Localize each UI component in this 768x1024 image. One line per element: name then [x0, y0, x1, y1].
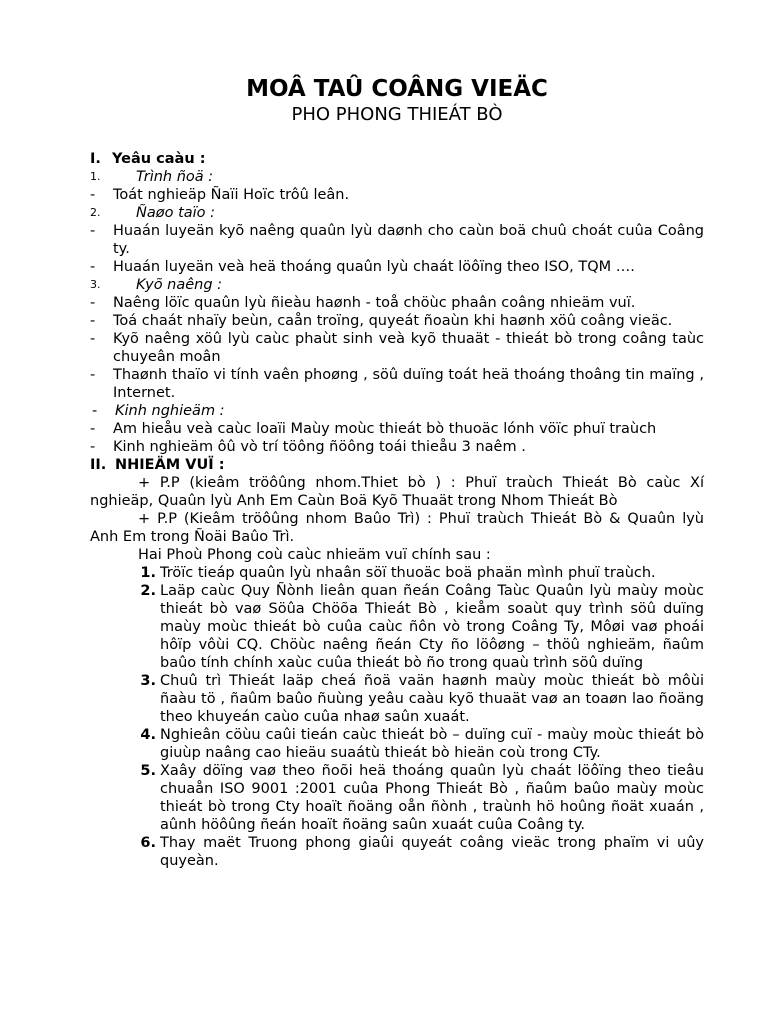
req-education-number: 1.	[90, 170, 101, 183]
list-item: - Toá chaát nhaïy beùn, caån troïng, quyeát ñoaùn khi haønh xöû coâng vieäc.	[90, 313, 673, 329]
task-item: 6. Thay maët Truong phong giaûi quyeát coâng vieäc trong phaïm vi uûy quyeàn.	[140, 835, 704, 869]
task-item: 5. Xaây döïng vaø theo ñoõi heä thoáng quaûn lyù chaát löôïng theo tieâu chuaån ISO 9001 :2001 cuûa Phong Thieát Bò , ñaûm baûo maùy moùc thieát bò trong Cty hoaït ñoäng oån ñònh , traùnh hö hoûng ñoät xuaán , aûnh höôûng ñeán hoaït ñoäng saûn xuaát cuûa Coâng ty.	[140, 763, 704, 833]
duty-paragraph-1: + P.P (kieâm tröôûng nhom.Thiet bò ) : Phuï traùch Thieát Bò caùc Xí nghieäp, Quaûn lyù Anh Em Caùn Boä Kyõ Thuaät trong Nhom Thieát Bò	[90, 475, 704, 509]
list-item: - Toát nghieäp Ñaïi Hoïc trôû leân.	[90, 187, 350, 203]
list-item: - Thaønh thaïo vi tính vaên phoøng , söû duïng toát heä thoáng thoâng tin maïng , Internet.	[90, 367, 704, 401]
task-item: 2. Laäp caùc Quy Ñònh lieân quan ñeán Coâng Taùc Quaûn lyù maùy moùc thieát bò vaø Söûa Chöõa Thieát Bò , kieåm soaùt quy trình söû duïng maùy moùc thieát bò cuûa caùc ñôn vò trong Coâng Ty, Môøi vaø phoái hôïp vôùi CQ. Chöùc naêng ñeán Cty ño löôøng – thöû nghieäm, ñaûm baûo tính chính xaùc cuûa thieát bò ño trong quaù trình söû duïng	[140, 583, 704, 671]
req-training	[90, 204, 704, 222]
doc-title: MOÂ TAÛ COÂNG VIEÄC	[246, 76, 548, 102]
req-education-label: Trình ñoä :	[136, 169, 214, 185]
section-1-title: Yeâu caàu :	[112, 151, 206, 167]
task-item: 1. Tröïc tieáp quaûn lyù nhaân söï thuoäc boä phaän mình phuï traùch.	[140, 565, 656, 581]
task-item: 3. Chuû trì Thieát laäp cheá ñoä vaän haønh maùy moùc thieát bò môùi ñaàu tö , ñaûm baûo ñuùng yeâu caàu kyõ thuaät vaø an toaøn lao ñoäng theo khuyeán caùo cuûa nhaø saûn xuaát.	[140, 673, 704, 725]
req-experience-label: Kinh nghieäm :	[115, 403, 225, 419]
duty-intro: Hai Phoù Phong coù caùc nhieäm vuï chính sau :	[138, 547, 491, 563]
req-skills-label: Kyõ naêng :	[136, 277, 223, 293]
section-2-number: II.	[90, 457, 107, 473]
req-education	[90, 168, 704, 186]
section-1-number: I.	[90, 151, 101, 167]
section-1-heading	[90, 150, 704, 168]
list-item: - Huaán luyeän veà heä thoáng quaûn lyù chaát löôïng theo ISO, TQM ….	[90, 259, 635, 275]
document-page	[90, 74, 704, 870]
section-2-title: NHIEÄM VUÏ :	[115, 457, 225, 473]
list-item: - Naêng löïc quaûn lyù ñieàu haønh - toå chöùc phaân coâng nhieäm vuï.	[90, 295, 636, 311]
list-item: - Kinh nghieäm ôû vò trí töông ñöông toái thieåu 3 naêm .	[90, 439, 526, 455]
task-list	[90, 564, 704, 870]
list-item: - Kyõ naêng xöû lyù caùc phaùt sinh veà kyõ thuaät - thieát bò trong coâng taùc chuyeân moân	[90, 331, 704, 365]
section-2-heading	[90, 456, 704, 474]
doc-subtitle: PHO PHONG THIEÁT BÒ	[291, 104, 503, 125]
req-training-number: 2.	[90, 206, 101, 219]
req-experience: - Kinh nghieäm :	[90, 402, 704, 420]
list-item: - Am hieåu veà caùc loaïi Maùy moùc thieát bò thuoäc lónh vöïc phuï traùch	[90, 421, 657, 437]
duty-paragraph-2: + P.P (Kieâm tröôûng nhom Baûo Trì) : Phuï traùch Thieát Bò & Quaûn lyù Anh Em trong Ñoäi Baûo Trì.	[90, 511, 704, 545]
req-skills-number: 3.	[90, 278, 101, 291]
list-item: - Huaán luyeän kyõ naêng quaûn lyù daønh cho caùn boä chuû choát cuûa Coâng ty.	[90, 223, 704, 257]
req-training-label: Ñaøo taïo :	[136, 205, 216, 221]
task-item: 4. Nghieân cöùu caûi tieán caùc thieát bò – duïng cuï - maùy moùc thieát bò giuùp naâng cao hieäu suaátù thieát bò hieän coù trong CTy.	[140, 727, 704, 761]
req-skills	[90, 276, 704, 294]
